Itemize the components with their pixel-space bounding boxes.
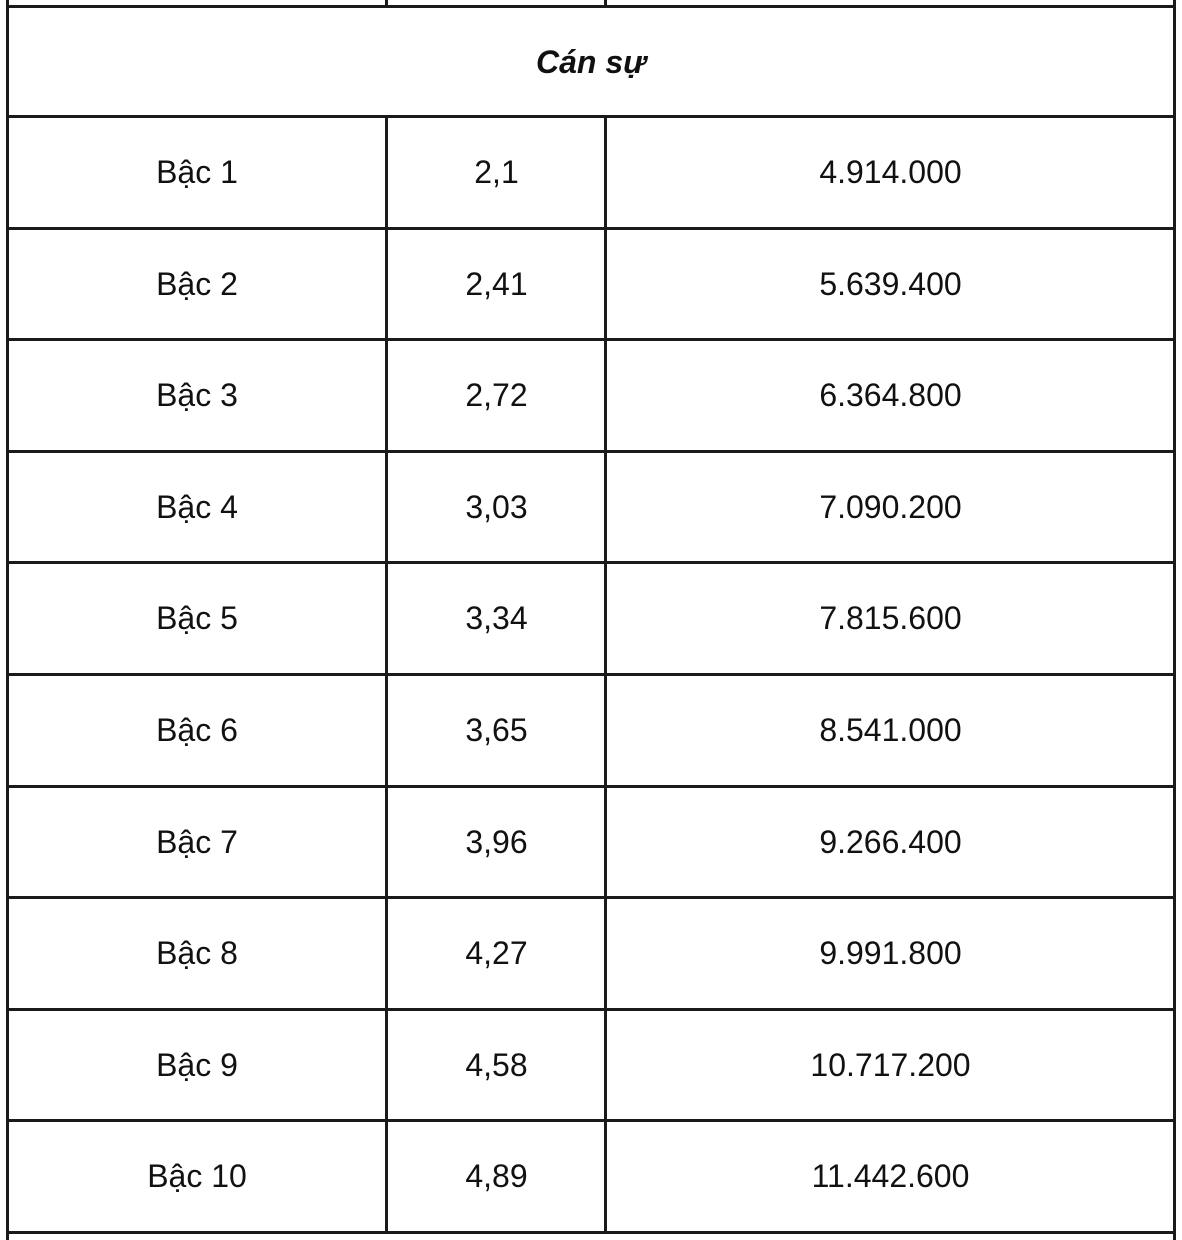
coefficient-cell: 3,96 bbox=[465, 823, 528, 860]
grade-cell: Bậc 1 bbox=[156, 153, 238, 190]
salary-cell: 8.541.000 bbox=[819, 711, 962, 748]
table-row bbox=[9, 230, 1173, 338]
table-divider bbox=[604, 118, 607, 227]
table-divider bbox=[385, 230, 388, 339]
table-divider bbox=[604, 230, 607, 339]
grade-cell: Bậc 10 bbox=[147, 1157, 247, 1194]
table-row bbox=[9, 788, 1173, 896]
salary-cell: 7.090.200 bbox=[819, 488, 962, 525]
table-divider bbox=[604, 564, 607, 673]
grade-cell: Bậc 5 bbox=[156, 599, 238, 636]
table-divider bbox=[385, 564, 388, 673]
coefficient-cell: 3,03 bbox=[465, 488, 528, 525]
grade-cell: Bậc 2 bbox=[156, 265, 238, 302]
table-row bbox=[9, 1011, 1173, 1119]
table-divider bbox=[604, 453, 607, 562]
table-row bbox=[9, 899, 1173, 1007]
grade-cell: Bậc 3 bbox=[156, 376, 238, 413]
salary-cell: 5.639.400 bbox=[819, 265, 962, 302]
coefficient-cell: 2,1 bbox=[474, 153, 519, 190]
table-divider bbox=[385, 788, 388, 897]
salary-cell: 7.815.600 bbox=[819, 599, 962, 636]
table-row bbox=[9, 453, 1173, 561]
grade-cell: Bậc 7 bbox=[156, 823, 238, 860]
coefficient-cell: 4,27 bbox=[465, 934, 528, 971]
section-title: Cán sự bbox=[536, 43, 646, 80]
table-row bbox=[9, 118, 1173, 226]
table-divider bbox=[604, 676, 607, 785]
table-divider bbox=[604, 1122, 607, 1231]
table-divider bbox=[385, 1122, 388, 1231]
salary-cell: 9.991.800 bbox=[819, 934, 962, 971]
table-row bbox=[9, 341, 1173, 449]
grade-cell: Bậc 4 bbox=[156, 488, 238, 525]
table-row bbox=[9, 564, 1173, 672]
table-divider bbox=[385, 899, 388, 1008]
table-divider bbox=[604, 341, 607, 450]
table-row bbox=[9, 1122, 1173, 1230]
table-divider bbox=[385, 341, 388, 450]
coefficient-cell: 3,65 bbox=[465, 711, 528, 748]
table-divider bbox=[604, 788, 607, 897]
salary-cell: 6.364.800 bbox=[819, 376, 962, 413]
grade-cell: Bậc 6 bbox=[156, 711, 238, 748]
coefficient-cell: 4,89 bbox=[465, 1157, 528, 1194]
grade-cell: Bậc 8 bbox=[156, 934, 238, 971]
coefficient-cell: 3,34 bbox=[465, 599, 528, 636]
coefficient-cell: 2,41 bbox=[465, 265, 528, 302]
table-divider bbox=[6, 1231, 1176, 1234]
salary-cell: 9.266.400 bbox=[819, 823, 962, 860]
coefficient-cell: 4,58 bbox=[465, 1046, 528, 1083]
salary-cell: 4.914.000 bbox=[819, 153, 962, 190]
table-divider bbox=[385, 118, 388, 227]
grade-cell: Bậc 9 bbox=[156, 1046, 238, 1083]
salary-cell: 11.442.600 bbox=[811, 1157, 970, 1194]
table-divider bbox=[604, 1011, 607, 1120]
table-divider bbox=[385, 676, 388, 785]
table-divider bbox=[604, 899, 607, 1008]
table-row bbox=[9, 676, 1173, 784]
coefficient-cell: 2,72 bbox=[465, 376, 528, 413]
table-divider bbox=[385, 453, 388, 562]
salary-cell: 10.717.200 bbox=[810, 1046, 971, 1083]
table-divider bbox=[385, 1011, 388, 1120]
